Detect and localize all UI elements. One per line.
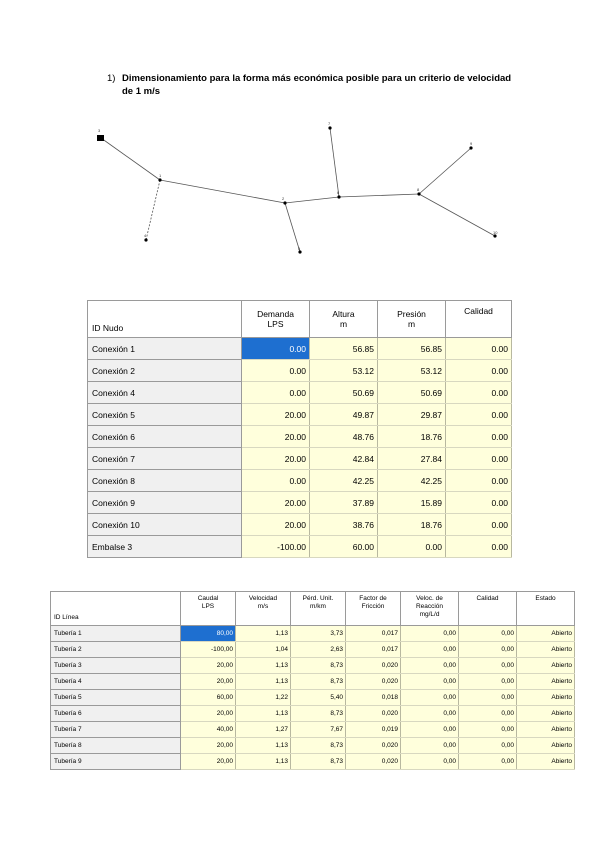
table-cell[interactable]: 0,020: [346, 674, 401, 690]
row-id-cell[interactable]: Conexión 4: [88, 382, 242, 404]
table-cell[interactable]: 20.00: [242, 426, 310, 448]
column-header[interactable]: Factor de Fricción: [346, 592, 401, 626]
table-cell[interactable]: 0,00: [459, 674, 517, 690]
table-cell[interactable]: 0.00: [446, 360, 512, 382]
junction-nodes: [144, 126, 496, 253]
table-cell[interactable]: 0.00: [446, 448, 512, 470]
heading-number: 1): [107, 73, 116, 84]
column-header[interactable]: Demanda LPS: [242, 301, 310, 338]
table-cell[interactable]: 20.00: [242, 514, 310, 536]
table-cell[interactable]: 20.00: [242, 404, 310, 426]
table-cell[interactable]: 42.84: [310, 448, 378, 470]
table-cell[interactable]: 0.00: [446, 536, 512, 558]
table-cell[interactable]: Abierto: [517, 658, 575, 674]
table-row[interactable]: [51, 738, 575, 754]
table-cell[interactable]: Abierto: [517, 754, 575, 770]
table-cell[interactable]: 1,13: [236, 738, 291, 754]
table-row[interactable]: [51, 754, 575, 770]
table-cell[interactable]: 20,00: [181, 658, 236, 674]
table-cell[interactable]: 20.00: [242, 448, 310, 470]
table-cell[interactable]: 0,019: [346, 722, 401, 738]
table-cell[interactable]: 3,73: [291, 626, 346, 642]
node-label: 9: [470, 141, 473, 146]
table-cell[interactable]: 40,00: [181, 722, 236, 738]
table-cell[interactable]: 0,020: [346, 754, 401, 770]
table-cell[interactable]: 20,00: [181, 674, 236, 690]
table-row[interactable]: [88, 492, 512, 514]
table-cell[interactable]: 0,00: [401, 722, 459, 738]
table-cell[interactable]: 56.85: [378, 338, 446, 360]
pipe-line: [419, 194, 495, 236]
table-cell[interactable]: 0,00: [401, 658, 459, 674]
header-row: [88, 301, 512, 338]
table-cell[interactable]: 80,00: [181, 626, 236, 642]
table-cell[interactable]: 20.00: [242, 492, 310, 514]
junction-node: [328, 126, 331, 129]
row-id-cell[interactable]: Tubería 3: [51, 658, 181, 674]
table-row[interactable]: [88, 338, 512, 360]
table-cell[interactable]: 15.89: [378, 492, 446, 514]
column-header[interactable]: Velocidad m/s: [236, 592, 291, 626]
row-id-cell[interactable]: Tubería 5: [51, 690, 181, 706]
junction-node: [469, 146, 472, 149]
node-label: 1: [159, 173, 162, 178]
table-cell[interactable]: 0,020: [346, 658, 401, 674]
table-cell[interactable]: 0,017: [346, 642, 401, 658]
table-cell[interactable]: 0.00: [242, 338, 310, 360]
table-cell[interactable]: 8,73: [291, 658, 346, 674]
pipe-line: [160, 180, 285, 203]
table-cell[interactable]: 1,13: [236, 754, 291, 770]
column-header[interactable]: Estado: [517, 592, 575, 626]
row-id-cell[interactable]: Tubería 2: [51, 642, 181, 658]
row-id-cell[interactable]: Tubería 9: [51, 754, 181, 770]
table-cell[interactable]: -100.00: [242, 536, 310, 558]
table-row[interactable]: [88, 470, 512, 492]
junction-node: [158, 178, 161, 181]
table-row[interactable]: [88, 426, 512, 448]
table-cell[interactable]: 60.00: [310, 536, 378, 558]
table-cell[interactable]: Abierto: [517, 690, 575, 706]
table-cell[interactable]: 0,017: [346, 626, 401, 642]
pipe-line: [285, 203, 300, 252]
column-header[interactable]: Altura m: [310, 301, 378, 338]
table-cell[interactable]: 1,27: [236, 722, 291, 738]
row-id-cell[interactable]: Conexión 10: [88, 514, 242, 536]
table-cell[interactable]: Abierto: [517, 626, 575, 642]
row-id-cell[interactable]: Conexión 6: [88, 426, 242, 448]
table-cell[interactable]: 20,00: [181, 754, 236, 770]
row-id-cell[interactable]: Conexión 2: [88, 360, 242, 382]
column-header[interactable]: Calidad: [459, 592, 517, 626]
row-id-cell[interactable]: Tubería 7: [51, 722, 181, 738]
links-table: [50, 591, 575, 770]
table-cell[interactable]: Abierto: [517, 674, 575, 690]
node-label: 8: [417, 187, 420, 192]
row-id-cell[interactable]: Conexión 7: [88, 448, 242, 470]
table-cell[interactable]: 0,00: [459, 626, 517, 642]
table-cell[interactable]: 48.76: [310, 426, 378, 448]
column-header[interactable]: Calidad: [446, 301, 512, 338]
table-cell[interactable]: 0.00: [242, 382, 310, 404]
table-row[interactable]: [51, 626, 575, 642]
table-cell[interactable]: 49.87: [310, 404, 378, 426]
table-cell[interactable]: 50.69: [378, 382, 446, 404]
table-cell[interactable]: 0,00: [459, 738, 517, 754]
table-row[interactable]: [88, 448, 512, 470]
table-cell[interactable]: 0,00: [459, 658, 517, 674]
row-id-cell[interactable]: Tubería 4: [51, 674, 181, 690]
junction-node: [144, 238, 147, 241]
table-row[interactable]: [88, 536, 512, 558]
header-row: [51, 592, 575, 626]
table-row[interactable]: [88, 404, 512, 426]
table-cell[interactable]: 8,73: [291, 754, 346, 770]
pipe-line: [419, 148, 471, 194]
table-cell[interactable]: 1,22: [236, 690, 291, 706]
column-header[interactable]: ID Línea: [51, 592, 181, 626]
table-row[interactable]: [51, 690, 575, 706]
table-cell[interactable]: 0,00: [401, 706, 459, 722]
row-id-cell[interactable]: Tubería 1: [51, 626, 181, 642]
table-row[interactable]: [51, 706, 575, 722]
table-cell[interactable]: 0,00: [401, 674, 459, 690]
junction-node: [417, 192, 420, 195]
table-cell[interactable]: Abierto: [517, 722, 575, 738]
pipe-line: [101, 138, 160, 180]
pipe-line: [146, 180, 160, 240]
row-id-cell[interactable]: Tubería 8: [51, 738, 181, 754]
table-cell[interactable]: 0,018: [346, 690, 401, 706]
column-header[interactable]: ID Nudo: [88, 301, 242, 338]
table-cell[interactable]: 0,00: [401, 690, 459, 706]
table-row[interactable]: [88, 514, 512, 536]
row-id-cell[interactable]: Embalse 3: [88, 536, 242, 558]
table-cell[interactable]: 37.89: [310, 492, 378, 514]
table-row[interactable]: [51, 722, 575, 738]
table-cell[interactable]: 0,00: [459, 642, 517, 658]
table-cell[interactable]: 56.85: [310, 338, 378, 360]
node-label: 4: [144, 233, 147, 238]
column-header[interactable]: Pérd. Unit. m/km: [291, 592, 346, 626]
network-diagram: [90, 118, 510, 268]
row-id-cell[interactable]: Tubería 6: [51, 706, 181, 722]
table-cell[interactable]: 0,00: [401, 738, 459, 754]
table-cell[interactable]: 5,40: [291, 690, 346, 706]
node-label: 6: [337, 190, 340, 195]
table-row[interactable]: [51, 674, 575, 690]
column-header[interactable]: Caudal LPS: [181, 592, 236, 626]
junction-node: [337, 195, 340, 198]
table-cell[interactable]: 8,73: [291, 674, 346, 690]
table-cell[interactable]: 53.12: [310, 360, 378, 382]
table-cell[interactable]: 0,00: [459, 722, 517, 738]
table-cell[interactable]: Abierto: [517, 738, 575, 754]
node-label: 5: [298, 246, 301, 251]
table-cell[interactable]: 0.00: [378, 536, 446, 558]
node-label: 3: [98, 128, 101, 133]
table-cell[interactable]: 18.76: [378, 426, 446, 448]
table-cell[interactable]: 1,13: [236, 658, 291, 674]
table-cell[interactable]: 0,00: [459, 706, 517, 722]
table-cell[interactable]: 1,13: [236, 706, 291, 722]
table-cell[interactable]: 0.00: [446, 492, 512, 514]
table-cell[interactable]: 0.00: [446, 382, 512, 404]
table-cell[interactable]: 8,73: [291, 706, 346, 722]
table-cell[interactable]: 53.12: [378, 360, 446, 382]
table-cell[interactable]: 1,13: [236, 626, 291, 642]
table-cell[interactable]: 8,73: [291, 738, 346, 754]
table-cell[interactable]: 0,00: [401, 754, 459, 770]
table-cell[interactable]: 0.00: [446, 470, 512, 492]
table-cell[interactable]: 0.00: [446, 514, 512, 536]
table-cell[interactable]: 2,63: [291, 642, 346, 658]
table-cell[interactable]: 38.76: [310, 514, 378, 536]
table-cell[interactable]: 0.00: [242, 360, 310, 382]
table-cell[interactable]: 60,00: [181, 690, 236, 706]
table-cell[interactable]: -100,00: [181, 642, 236, 658]
table-cell[interactable]: 7,67: [291, 722, 346, 738]
table-cell[interactable]: 0.00: [446, 404, 512, 426]
table-cell[interactable]: 42.25: [378, 470, 446, 492]
table-cell[interactable]: 50.69: [310, 382, 378, 404]
node-label: 2: [282, 196, 285, 201]
table-cell[interactable]: 0,00: [459, 754, 517, 770]
table-cell[interactable]: 42.25: [310, 470, 378, 492]
table-cell[interactable]: 0.00: [242, 470, 310, 492]
table-row[interactable]: [88, 360, 512, 382]
table-cell[interactable]: 18.76: [378, 514, 446, 536]
table-cell[interactable]: 1,13: [236, 674, 291, 690]
table-cell[interactable]: 0.00: [446, 426, 512, 448]
row-id-cell[interactable]: Conexión 1: [88, 338, 242, 360]
table-cell[interactable]: 0.00: [446, 338, 512, 360]
column-header[interactable]: Veloc. de Reacción mg/L/d: [401, 592, 459, 626]
junction-node: [283, 201, 286, 204]
table-cell[interactable]: 0,020: [346, 706, 401, 722]
pipe-line: [330, 128, 339, 197]
table-row[interactable]: [51, 658, 575, 674]
pipe-line: [285, 197, 339, 203]
table-cell[interactable]: 1,04: [236, 642, 291, 658]
pipe-lines: [101, 128, 495, 252]
table-cell[interactable]: 0,020: [346, 738, 401, 754]
node-label: 10: [493, 230, 498, 235]
table-cell[interactable]: 29.87: [378, 404, 446, 426]
table-cell[interactable]: Abierto: [517, 706, 575, 722]
table-cell[interactable]: 0,00: [459, 690, 517, 706]
table-cell[interactable]: 20,00: [181, 738, 236, 754]
row-id-cell[interactable]: Conexión 9: [88, 492, 242, 514]
row-id-cell[interactable]: Conexión 8: [88, 470, 242, 492]
row-id-cell[interactable]: Conexión 5: [88, 404, 242, 426]
table-row[interactable]: [88, 382, 512, 404]
table-cell[interactable]: Abierto: [517, 642, 575, 658]
table-cell[interactable]: 0,00: [401, 626, 459, 642]
table-cell[interactable]: 20,00: [181, 706, 236, 722]
table-cell[interactable]: 0,00: [401, 642, 459, 658]
nodes-table: [87, 300, 512, 558]
table-cell[interactable]: 27.84: [378, 448, 446, 470]
table-row[interactable]: [51, 642, 575, 658]
node-label: 7: [328, 121, 331, 126]
heading-text: Dimensionamiento para la forma más económica posible para un criterio de velocidad de 1 m/s: [122, 73, 512, 97]
column-header[interactable]: Presión m: [378, 301, 446, 338]
reservoir-icon: [97, 135, 104, 141]
pipe-line: [339, 194, 419, 197]
